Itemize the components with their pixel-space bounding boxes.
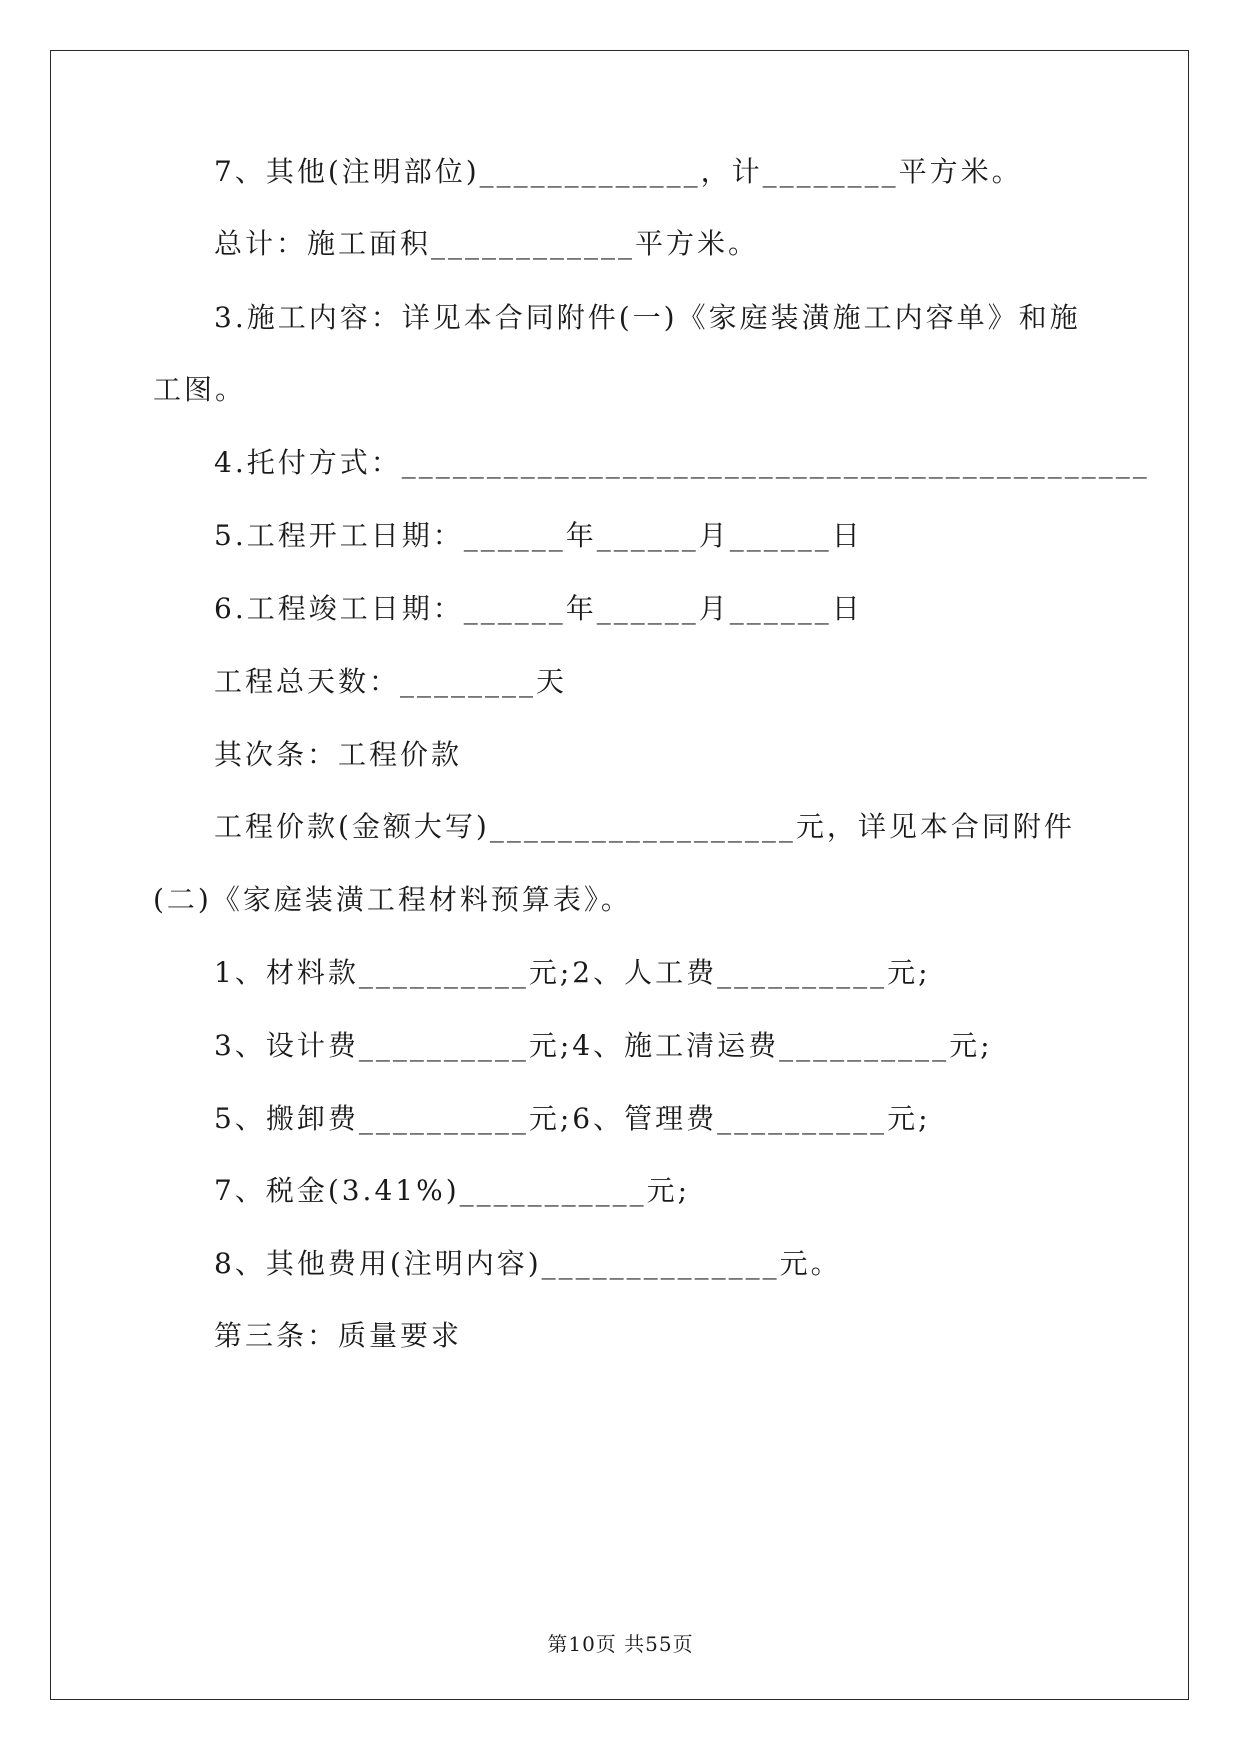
section-heading-price: 其次条：工程价款 bbox=[214, 738, 463, 771]
text-line-total-area: 总计：施工面积____________平方米。 bbox=[214, 227, 760, 260]
text-line-start-date: 5.工程开工日期：______年______月______日 bbox=[214, 519, 863, 552]
page-footer: 第10页 共55页 bbox=[547, 1632, 694, 1656]
section-heading-quality: 第三条：质量要求 bbox=[214, 1319, 463, 1352]
text-line-fees-3-4: 3、设计费__________元;4、施工清运费__________元; bbox=[214, 1029, 993, 1062]
text-line-project-price-cont: (二)《家庭装潢工程材料预算表》。 bbox=[153, 883, 632, 916]
text-line-fees-5-6: 5、搬卸费__________元;6、管理费__________元; bbox=[214, 1102, 931, 1135]
text-line-project-price: 工程价款(金额大写)__________________元，详见本合同附件 bbox=[214, 810, 1075, 843]
text-line-construction-content-cont: 工图。 bbox=[153, 373, 247, 406]
text-line-other-area: 7、其他(注明部位)_____________，计________平方米。 bbox=[214, 155, 1023, 188]
text-line-tax: 7、税金(3.41%)___________元; bbox=[214, 1174, 691, 1207]
text-line-fees-1-2: 1、材料款__________元;2、人工费__________元; bbox=[214, 956, 931, 989]
text-line-delivery-method: 4.托付方式：____________________________________________ bbox=[214, 446, 1150, 479]
text-line-completion-date: 6.工程竣工日期：______年______月______日 bbox=[214, 592, 863, 625]
text-line-total-days: 工程总天数：________天 bbox=[214, 665, 568, 698]
text-line-construction-content: 3.施工内容：详见本合同附件(一)《家庭装潢施工内容单》和施 bbox=[214, 301, 1081, 334]
text-line-other-fees: 8、其他费用(注明内容)______________元。 bbox=[214, 1247, 842, 1280]
